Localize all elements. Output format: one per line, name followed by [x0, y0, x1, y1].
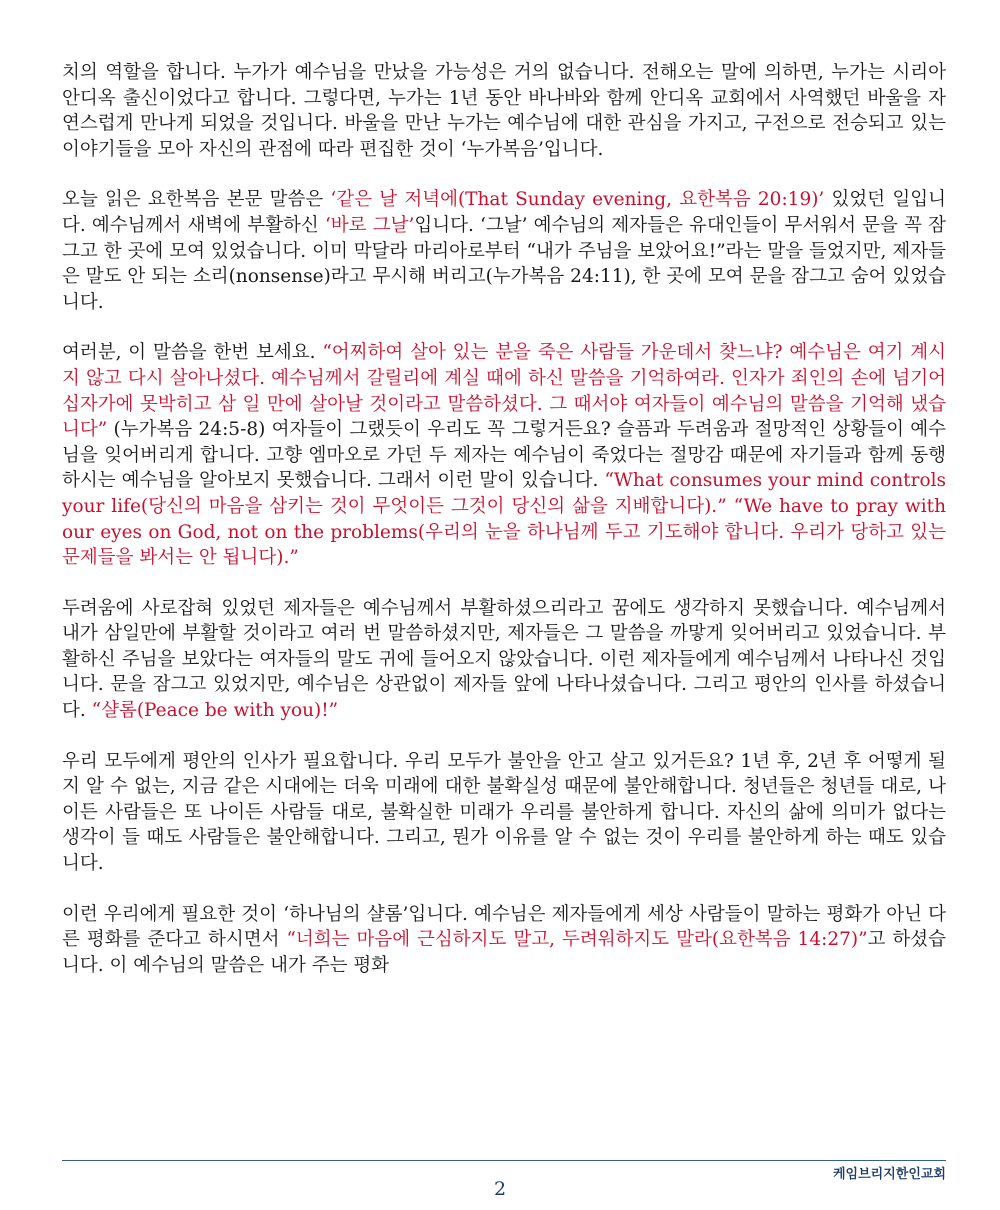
quoted-text: ‘바로 그날’	[324, 214, 415, 236]
body-text: 우리 모두에게 평안의 인사가 필요합니다. 우리 모두가 불안을 안고 살고 있거든요? 1년 후, 2년 후 어떻게 될지 알 수 없는, 지금 같은 시대에는 더욱 미래에 대한 불확실성 때문에 불안해합니다. 청년들은 청년들 대로, 나이든 사람들은 또 나이든 사람들 대로, 불확실한 미래가 우리를 불안하게 합니다. 자신의 삶에 의미가 없다는 생각이 들 때도 사람들은 불안해합니다. 그리고, 뭔가 이유를 알 수 없는 것이 우리를 불안하게 하는 때도 있습니다.	[62, 750, 946, 875]
paragraph	[62, 340, 946, 570]
quoted-text: “너희는 마음에 근심하지도 말고, 두려워하지도 말라(요한복음 14:27)”	[286, 929, 868, 951]
body-text: (누가복음 24:5-8) 여자들이 그랬듯이 우리도 꼭 그렇거든요? 슬픔과 두려움과 절망적인 상황들이 예수님을 잊어버리게 합니다. 고향 엠마오로 가던 두 제자는 예수님이 죽었다는 절망감 때문에 자기들과 함께 동행하시는 예수님을 알아보지 못했습니다. 그래서 이런 말이 있습니다.	[62, 419, 946, 492]
document-body	[62, 60, 946, 1003]
body-text: 고 하셨습니다. 이 예수님의 말씀은 내가 주는 평화	[62, 929, 946, 976]
footer-divider	[62, 1160, 946, 1161]
quoted-text: “What consumes your mind controls your life(당신의 마음을 삼키는 것이 무엇이든 그것이 당신의 삶을 지배합니다).” “We have to pray with our eyes on God, not on the problems(우리의 눈을 하나님께 두고 기도해야 합니다. 우리가 당하고 있는 문제들을 봐서는 안 됩니다).”	[62, 470, 946, 569]
body-text: 이런 우리에게 필요한 것이 ‘하나님의 샬롬’입니다. 예수님은 제자들에게 세상 사람들이 말하는 평화가 아닌 다른 평화를 준다고 하시면서	[62, 903, 946, 951]
body-text: 있었던 일입니다. 예수님께서 새벽에 부활하신	[62, 189, 946, 236]
paragraph	[62, 749, 946, 877]
body-text: 여러분, 이 말씀을 한번 보세요.	[62, 342, 323, 364]
quoted-text: ‘같은 날 저녁에(That Sunday evening, 요한복음 20:19)’	[330, 189, 825, 211]
body-text: 오늘 읽은 요한복음 본문 말씀은	[62, 189, 331, 211]
paragraph	[62, 60, 946, 162]
paragraph	[62, 902, 946, 979]
quoted-text: “샬롬(Peace be with you)!”	[91, 700, 339, 722]
paragraph	[62, 187, 946, 315]
page-number: 2	[493, 1178, 507, 1200]
body-text: 치의 역할을 합니다. 누가가 예수님을 만났을 가능성은 거의 없습니다. 전해오는 말에 의하면, 누가는 시리아 안디옥 출신이었다고 합니다. 그렇다면, 누가는 1년 동안 바나바와 함께 안디옥 교회에서 사역했던 바울을 자연스럽게 만나게 되었을 것입니다. 바울을 만난 누가는 예수님에 대한 관심을 가지고, 구전으로 전승되고 있는 이야기들을 모아 자신의 관점에 따라 편집한 것이 ‘누가복음’입니다.	[62, 62, 947, 160]
body-text: 입니다. ‘그날’ 예수님의 제자들은 유대인들이 무서워서 문을 꼭 잠그고 한 곳에 모여 있었습니다. 이미 막달라 마리아로부터 “내가 주님을 보았어요!”라는 말을 들었지만, 제자들은 말도 안 되는 소리(nonsense)라고 무시해 버리고(누가복음 24:11), 한 곳에 모여 문을 잠그고 숨어 있었습니다.	[62, 214, 946, 313]
body-text: 두려움에 사로잡혀 있었던 제자들은 예수님께서 부활하셨으리라고 꿈에도 생각하지 못했습니다. 예수님께서 내가 삼일만에 부활할 것이라고 여러 번 말씀하셨지만, 제자들은 그 말씀을 까맣게 잊어버리고 있었습니다. 부활하신 주님을 보았다는 여자들의 말도 귀에 들어오지 않았습니다. 이런 제자들에게 예수님께서 나타나신 것입니다. 문을 잠그고 있었지만, 예수님은 상관없이 제자들 앞에 나타나셨습니다. 그리고 평안의 인사를 하셨습니다.	[62, 597, 946, 722]
paragraph	[62, 596, 946, 724]
church-name: 케임브리지한인교회	[832, 1167, 946, 1182]
quoted-text: “어찌하여 살아 있는 분을 죽은 사람들 가운데서 찾느냐? 예수님은 여기 계시지 않고 다시 살아나셨다. 예수님께서 갈릴리에 계실 때에 하신 말씀을 기억하여라. 인자가 죄인의 손에 넘기어 십자가에 못박히고 삼 일 만에 살아날 것이라고 말씀하셨다. 그 때서야 여자들이 예수님의 말씀을 기억해 냈습니다”	[62, 342, 946, 441]
